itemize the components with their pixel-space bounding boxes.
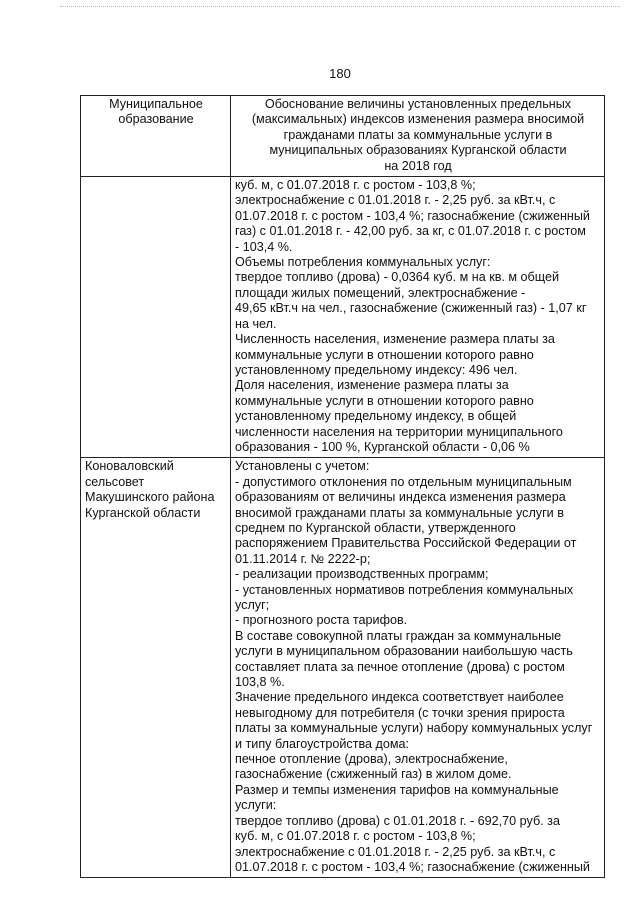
header-text-line: Обоснование величины установленных предельных	[264, 97, 572, 111]
text-line: вносимой гражданами платы за коммунальные услуги в	[235, 505, 564, 520]
text-line: услуг;	[235, 598, 270, 612]
header-text-line: гражданами платы за коммунальные услуги в	[283, 127, 553, 142]
text-line: твердое топливо (дрова) - 0,0364 куб. м на кв. м общей	[235, 270, 560, 285]
header-municipality-cell	[81, 96, 231, 177]
text-line: Установлены с учетом:	[235, 459, 370, 474]
text-line: газоснабжение (сжиженный газ) в жилом доме.	[235, 767, 512, 782]
header-text-line: муниципальных образованиях Курганской области	[269, 143, 567, 158]
table-header-row	[81, 96, 605, 177]
text-line: Численность населения, изменение размера платы за	[235, 332, 555, 347]
justification-cell	[231, 177, 605, 458]
header-justification-cell	[231, 96, 605, 177]
text-line: распоряжением Правительства Российской Федерации от	[235, 536, 577, 551]
text-line: - прогнозного роста тарифов.	[235, 613, 408, 628]
header-text-line: Муниципальное	[109, 97, 203, 111]
text-line: платы за коммунальные услуги) набору коммунальных услуг	[235, 721, 593, 736]
text-line: 01.07.2018 г. с ростом - 103,4 %; газоснабжение (сжиженный	[235, 208, 590, 223]
scan-artifact-line	[60, 6, 620, 9]
header-text-line: на 2018 год	[384, 158, 452, 173]
text-line: площади жилых помещений, электроснабжение -	[235, 285, 526, 300]
page-number: 180	[329, 66, 351, 81]
tariff-table	[80, 95, 605, 878]
text-line: - допустимого отклонения по отдельным муниципальным	[235, 474, 572, 489]
text-line: куб. м, с 01.07.2018 г. с ростом - 103,8 %;	[235, 829, 476, 844]
text-line: составляет плата за печное отопление (дрова) с ростом	[235, 659, 565, 674]
text-line: электроснабжение с 01.01.2018 г. - 2,25 руб. за кВт.ч, с	[235, 193, 556, 208]
text-line: 49,65 кВт.ч на чел., газоснабжение (сжиженный газ) - 1,07 кг	[235, 301, 587, 316]
text-line: куб. м, с 01.07.2018 г. с ростом - 103,8 %;	[235, 178, 476, 193]
text-line: Значение предельного индекса соответствует наиболее	[235, 690, 564, 705]
text-line: 01.07.2018 г. с ростом - 103,4 %; газоснабжение (сжиженный	[235, 859, 590, 874]
text-line: 103,8 %.	[235, 675, 285, 690]
text-line: услуги в муниципальном образовании наибольшую часть	[235, 644, 573, 659]
text-line: невыгодному для потребителя (с точки зрения прироста	[235, 705, 565, 720]
text-line: образования - 100 %, Курганской области - 0,06 %	[235, 439, 530, 454]
text-line: на чел.	[235, 316, 277, 331]
text-line: Объемы потребления коммунальных услуг:	[235, 255, 491, 270]
text-line: коммунальные услуги в отношении которого равно	[235, 393, 534, 408]
municipality-name-line: Коноваловский	[85, 459, 174, 474]
table-row	[81, 177, 605, 458]
text-line: твердое топливо (дрова) с 01.01.2018 г. - 692,70 руб. за	[235, 813, 560, 828]
text-line: 01.11.2014 г. № 2222-р;	[235, 551, 371, 566]
text-line: электроснабжение с 01.01.2018 г. - 2,25 руб. за кВт.ч, с	[235, 844, 556, 859]
municipality-name-line: сельсовет	[85, 474, 145, 489]
header-text-line: образование	[118, 112, 194, 127]
table-row	[81, 458, 605, 878]
justification-cell	[231, 458, 605, 878]
text-line: газ) с 01.01.2018 г. - 42,00 руб. за кг, с 01.07.2018 г. с ростом	[235, 224, 586, 239]
text-line: образованиям от величины индекса изменения размера	[235, 490, 566, 505]
text-line: услуги:	[235, 798, 277, 813]
text-line: - реализации производственных программ;	[235, 567, 489, 582]
text-line: В составе совокупной платы граждан за коммунальные	[235, 628, 562, 643]
municipality-cell	[81, 458, 231, 878]
text-line: печное отопление (дрова), электроснабжение,	[235, 752, 508, 767]
text-line: коммунальные услуги в отношении которого равно	[235, 347, 534, 362]
text-line: - установленных нормативов потребления коммунальных	[235, 582, 574, 597]
text-line: численности населения на территории муниципального	[235, 424, 563, 439]
text-line: установленному предельному индексу: 496 чел.	[235, 362, 518, 377]
text-line: и типу благоустройства дома:	[235, 736, 410, 751]
header-text-line: (максимальных) индексов изменения размера вносимой	[251, 112, 585, 127]
text-line: Размер и темпы изменения тарифов на коммунальные	[235, 782, 559, 797]
municipality-cell	[81, 177, 231, 458]
text-line: среднем по Курганской области, утвержденного	[235, 520, 516, 535]
text-line: установленному предельному индексу, в общей	[235, 409, 517, 424]
municipality-name-line: Макушинского района	[85, 490, 215, 505]
municipality-name-line: Курганской области	[85, 505, 201, 520]
text-line: - 103,4 %.	[235, 239, 293, 254]
text-line: Доля населения, изменение размера платы за	[235, 378, 509, 393]
